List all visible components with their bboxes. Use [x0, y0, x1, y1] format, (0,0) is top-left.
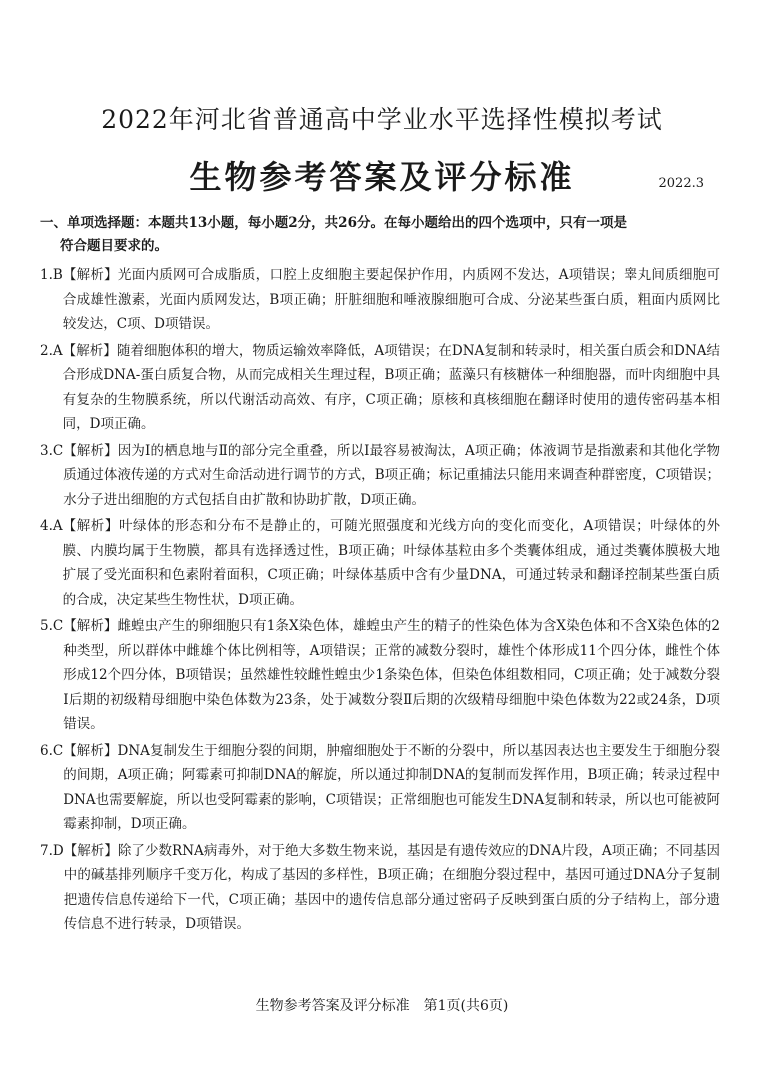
- answer-text: DNA复制发生于细胞分裂的间期，肿瘤细胞处于不断的分裂中，所以基因表达也主要发生于细胞分裂的间期，A项正确；阿霉素可抑制DNA的解旋，所以通过抑制DNA的复制而发挥作用，B项正确；转录过程中DNA也需要解旋，所以也受阿霉素的影响，C项错误；正常细胞也可能发生DNA复制和转录，所以也可能被阿霉素抑制，D项正确。: [63, 742, 720, 832]
- answer-item-6: [40, 739, 720, 837]
- section-heading-line1: 一、单项选择题：本题共13小题，每小题2分，共26分。在每小题给出的四个选项中，只有一项是: [40, 215, 627, 231]
- answer-explanation-1: [63, 263, 720, 337]
- section-heading-line2: 符合题目要求的。: [60, 238, 168, 254]
- analysis-tag: 【解析】: [63, 618, 118, 634]
- answer-item-3: [40, 439, 720, 513]
- section-heading: [40, 212, 720, 258]
- answer-explanation-6: [63, 739, 720, 837]
- answer-number: 5.C: [40, 618, 64, 634]
- answer-item-7: [40, 839, 720, 937]
- answer-number: 6.C: [40, 742, 64, 759]
- document-date: 2022.3: [658, 176, 704, 191]
- answer-text: 叶绿体的形态和分布不是静止的，可随光照强度和光线方向的变化而变化，A项错误；叶绿体的外膜、内膜均属于生物膜，都具有选择透过性，B项正确；叶绿体基粒由多个类囊体组成，通过类囊体膜极大地扩展了受光面积和色素附着面积，C项正确；叶绿体基质中含有少量DNA，可通过转录和翻译控制某些蛋白质的合成，决定某些生物性状，D项正确。: [62, 518, 721, 608]
- answer-text: 光面内质网可合成脂质，口腔上皮细胞主要起保护作用，内质网不发达，A项错误；睾丸间质细胞可合成雄性激素，光面内质网发达，B项正确；肝脏细胞和唾液腺细胞可合成、分泌某些蛋白质，粗面内质网比较发达，C项、D项错误。: [62, 267, 721, 332]
- answer-number: 3.C: [40, 442, 64, 459]
- answer-text: 因为Ⅰ的栖息地与Ⅱ的部分完全重叠，所以Ⅰ最容易被淘汰，A项正确；体液调节是指激素和其他化学物质通过体液传递的方式对生命活动进行调节的方式，B项正确；标记重捕法只能用来调查种群密度，C项错误；水分子进出细胞的方式包括自由扩散和协助扩散，D项正确。: [63, 442, 721, 508]
- answer-text: 除了少数RNA病毒外，对于绝大多数生物来说，基因是有遗传效应的DNA片段，A项正确；不同基因中的碱基排列顺序千变万化，构成了基因的多样性，B项正确；在细胞分裂过程中，基因可通过DNA分子复制把遗传信息传递给下一代，C项正确；基因中的遗传信息部分通过密码子反映到蛋白质的分子结构上，部分遗传信息不进行转录，D项错误。: [63, 842, 720, 932]
- answer-number: 1.B: [40, 267, 63, 283]
- answer-item-4: [40, 514, 720, 612]
- analysis-tag: 【解析】: [63, 742, 118, 759]
- answer-text: 随着细胞体积的增大，物质运输效率降低，A项错误；在DNA复制和转录时，相关蛋白质会和DNA结合形成DNA-蛋白质复合物，从而完成相关生理过程，B项正确；蓝藻只有核糖体一种细胞器，而叶肉细胞中具有复杂的生物膜系统，所以代谢活动高效、有序，C项正确；原核和真核细胞在翻译时使用的遗传密码基本相同，D项正确。: [62, 342, 720, 432]
- analysis-tag: 【解析】: [62, 518, 119, 534]
- analysis-tag: 【解析】: [62, 342, 117, 359]
- answer-item-1: [40, 263, 720, 337]
- answer-text: 雌蝗虫产生的卵细胞只有1条X染色体，雄蝗虫产生的精子的性染色体为含X染色体和不含X染色体的2种类型，所以群体中雌雄个体比例相等，A项错误；正常的减数分裂时，雄性个体形成11个四分体，雌性个体形成12个四分体，B项错误；虽然雄性较雌性蝗虫少1条染色体，但染色体组数相同，C项正确；处于减数分裂Ⅰ后期的初级精母细胞中染色体数为23条，处于减数分裂Ⅱ后期的次级精母细胞中染色体数为22或24条，D项错误。: [63, 618, 721, 732]
- document-title: 生物参考答案及评分标准: [189, 158, 575, 196]
- answer-explanation-4: [63, 514, 720, 612]
- answer-number: 4.A: [40, 518, 63, 534]
- answer-explanation-3: [63, 439, 720, 513]
- answer-number: 7.D: [40, 842, 64, 859]
- answer-explanation-7: [64, 839, 720, 937]
- analysis-tag: 【解析】: [63, 842, 118, 859]
- answer-number: 2.A: [40, 342, 63, 359]
- answer-item-2: [40, 339, 720, 437]
- answer-item-5: [40, 614, 720, 737]
- exam-title: 2022年河北省普通高中学业水平选择性模拟考试: [101, 105, 663, 134]
- answer-list: [40, 263, 720, 939]
- analysis-tag: 【解析】: [63, 442, 118, 459]
- answer-explanation-5: [63, 614, 720, 737]
- analysis-tag: 【解析】: [62, 267, 118, 283]
- page-footer: 生物参考答案及评分标准 第1页(共6页): [255, 998, 509, 1014]
- answer-explanation-2: [63, 339, 720, 437]
